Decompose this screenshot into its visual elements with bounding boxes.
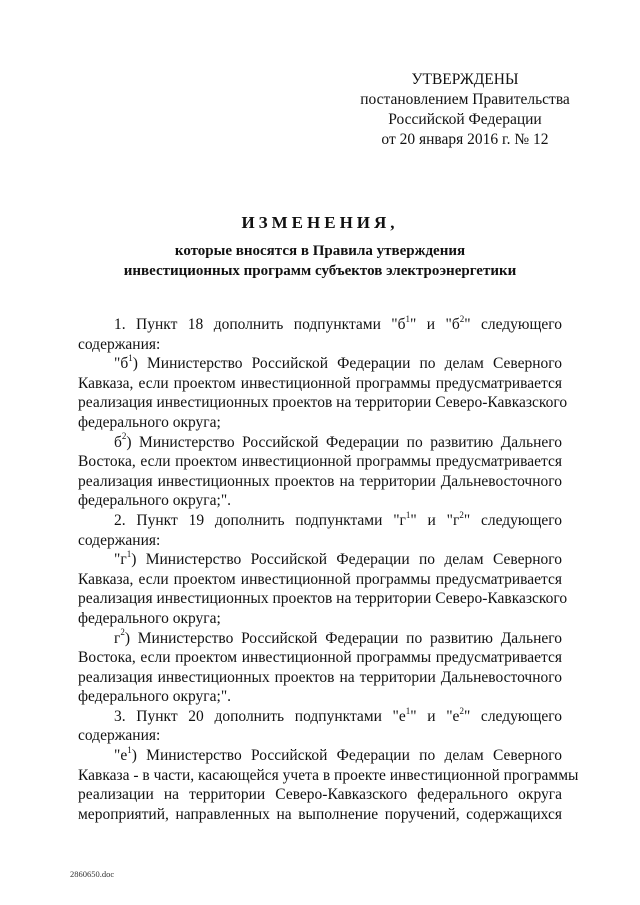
- item-1-sub-2: $б^2$) Министерство Российской Федерации по развитию Дальнего: [114, 431, 562, 451]
- document-title: ИЗМЕНЕНИЯ,: [241, 213, 399, 232]
- item-3-sub-1: "$е^1$) Министерство Российской Федерации по делам Северного: [114, 744, 562, 765]
- paragraph-line: федерального округа;: [78, 609, 221, 627]
- subtitle-line: инвестиционных программ субъектов электроэнергетики: [123, 263, 517, 279]
- paragraph-line: федерального округа;: [78, 413, 221, 431]
- paragraph-line: реализация инвестиционных проектов на территории Дальневосточного: [78, 472, 562, 490]
- item-2-sub-2: $г^2$) Министерство Российской Федерации по развитию Дальнего: [114, 627, 562, 647]
- paragraph-line: Кавказа, если проектом инвестиционной программы предусматривается: [78, 374, 562, 392]
- item-1-intro-cont: содержания:: [78, 335, 161, 353]
- paragraph-line: Кавказа - в части, касающейся учета в проекте инвестиционной программы: [78, 766, 579, 784]
- paragraph-line: реализации на территории Северо-Кавказского федерального округа: [78, 786, 562, 804]
- approval-line: постановлением Правительства: [360, 91, 570, 108]
- item-2-sub-1: "$г^1$) Министерство Российской Федерации по делам Северного: [114, 548, 562, 569]
- paragraph-line: Востока, если проектом инвестиционной программы предусматривается: [78, 453, 562, 471]
- approval-line: Российской Федерации: [388, 111, 542, 128]
- paragraph-line: реализация инвестиционных проектов на территории Северо-Кавказского: [78, 394, 568, 412]
- paragraph-line: реализация инвестиционных проектов на территории Дальневосточного: [78, 668, 562, 686]
- subtitle-line: которые вносятся в Правила утверждения: [174, 243, 466, 259]
- item-1-intro: 1. Пункт 18 дополнить подпунктами "$б^1$" и "$б^2$" следующего: [114, 313, 563, 333]
- document-body: [78, 313, 579, 824]
- paragraph-line: федерального округа;".: [78, 688, 232, 706]
- item-3-intro-cont: содержания:: [78, 727, 161, 745]
- paragraph-line: Востока, если проектом инвестиционной программы предусматривается: [78, 649, 562, 667]
- item-3-intro: 3. Пункт 20 дополнить подпунктами "$е^1$" и "$е^2$" следующего: [114, 705, 562, 725]
- paragraph-line: Кавказа, если проектом инвестиционной программы предусматривается: [78, 570, 562, 588]
- approval-heading: УТВЕРЖДЕНЫ: [411, 71, 519, 88]
- approval-date-number: от 20 января 2016 г. № 12: [381, 131, 549, 148]
- approval-stamp: [340, 70, 590, 150]
- paragraph-line: федерального округа;".: [78, 492, 232, 510]
- file-name-footer: 2860650.doc: [70, 869, 115, 879]
- item-1-sub-1: "$б^1$) Министерство Российской Федерации по делам Северного: [114, 353, 562, 373]
- item-2-intro-cont: содержания:: [78, 531, 161, 549]
- document-subtitle: [0, 241, 640, 281]
- item-2-intro: 2. Пункт 19 дополнить подпунктами "$г^1$" и "$г^2$" следующего: [114, 509, 562, 529]
- paragraph-line: мероприятий, направленных на выполнение поручений, содержащихся: [78, 805, 562, 823]
- paragraph-line: реализация инвестиционных проектов на территории Северо-Кавказского: [78, 590, 568, 608]
